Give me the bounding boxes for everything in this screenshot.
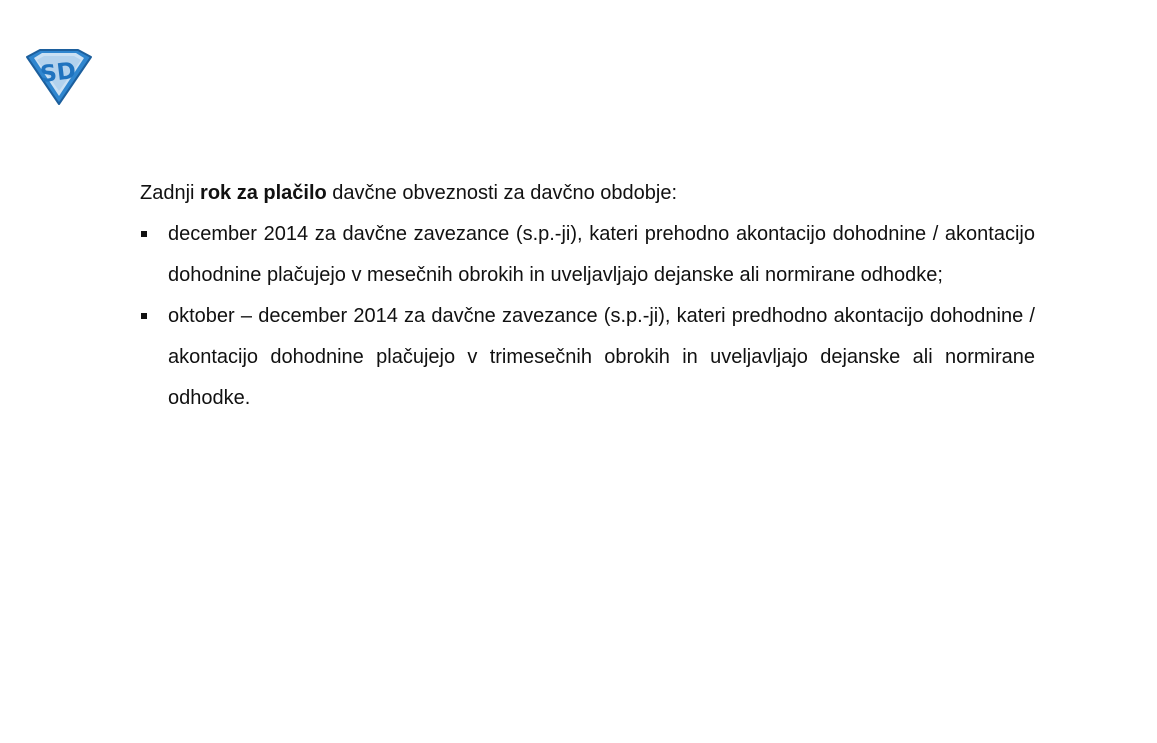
- list-item-text: december 2014 za davčne zavezance (s.p.-ji), kateri prehodno akontacijo dohodnine / akontacijo dohodnine plačujejo v mesečnih obrokih in uveljavljajo dejanske ali normirane odhodke;: [168, 223, 1035, 286]
- list-item-text: oktober – december 2014 za davčne zavezance (s.p.-ji), kateri predhodno akontacijo dohodnine / akontacijo dohodnine plačujejo v trimesečnih obrokih in uveljavljajo dejanske ali normirane odhodke.: [168, 305, 1035, 409]
- square-bullet-icon: [141, 231, 147, 237]
- list-item: [140, 214, 1035, 296]
- list-item: [140, 296, 1035, 419]
- square-bullet-icon: [141, 313, 147, 319]
- intro-bold-phrase: rok za plačilo: [200, 182, 327, 204]
- intro-text-end: davčne obveznosti za davčno obdobje:: [326, 182, 677, 204]
- logo-letters: SD: [38, 57, 78, 89]
- intro-text-start: Zadnji: [140, 182, 201, 204]
- shield-logo-icon: [22, 48, 96, 106]
- intro-sentence: [140, 173, 1035, 214]
- document-content: [140, 173, 1035, 419]
- deadline-list: [140, 214, 1035, 419]
